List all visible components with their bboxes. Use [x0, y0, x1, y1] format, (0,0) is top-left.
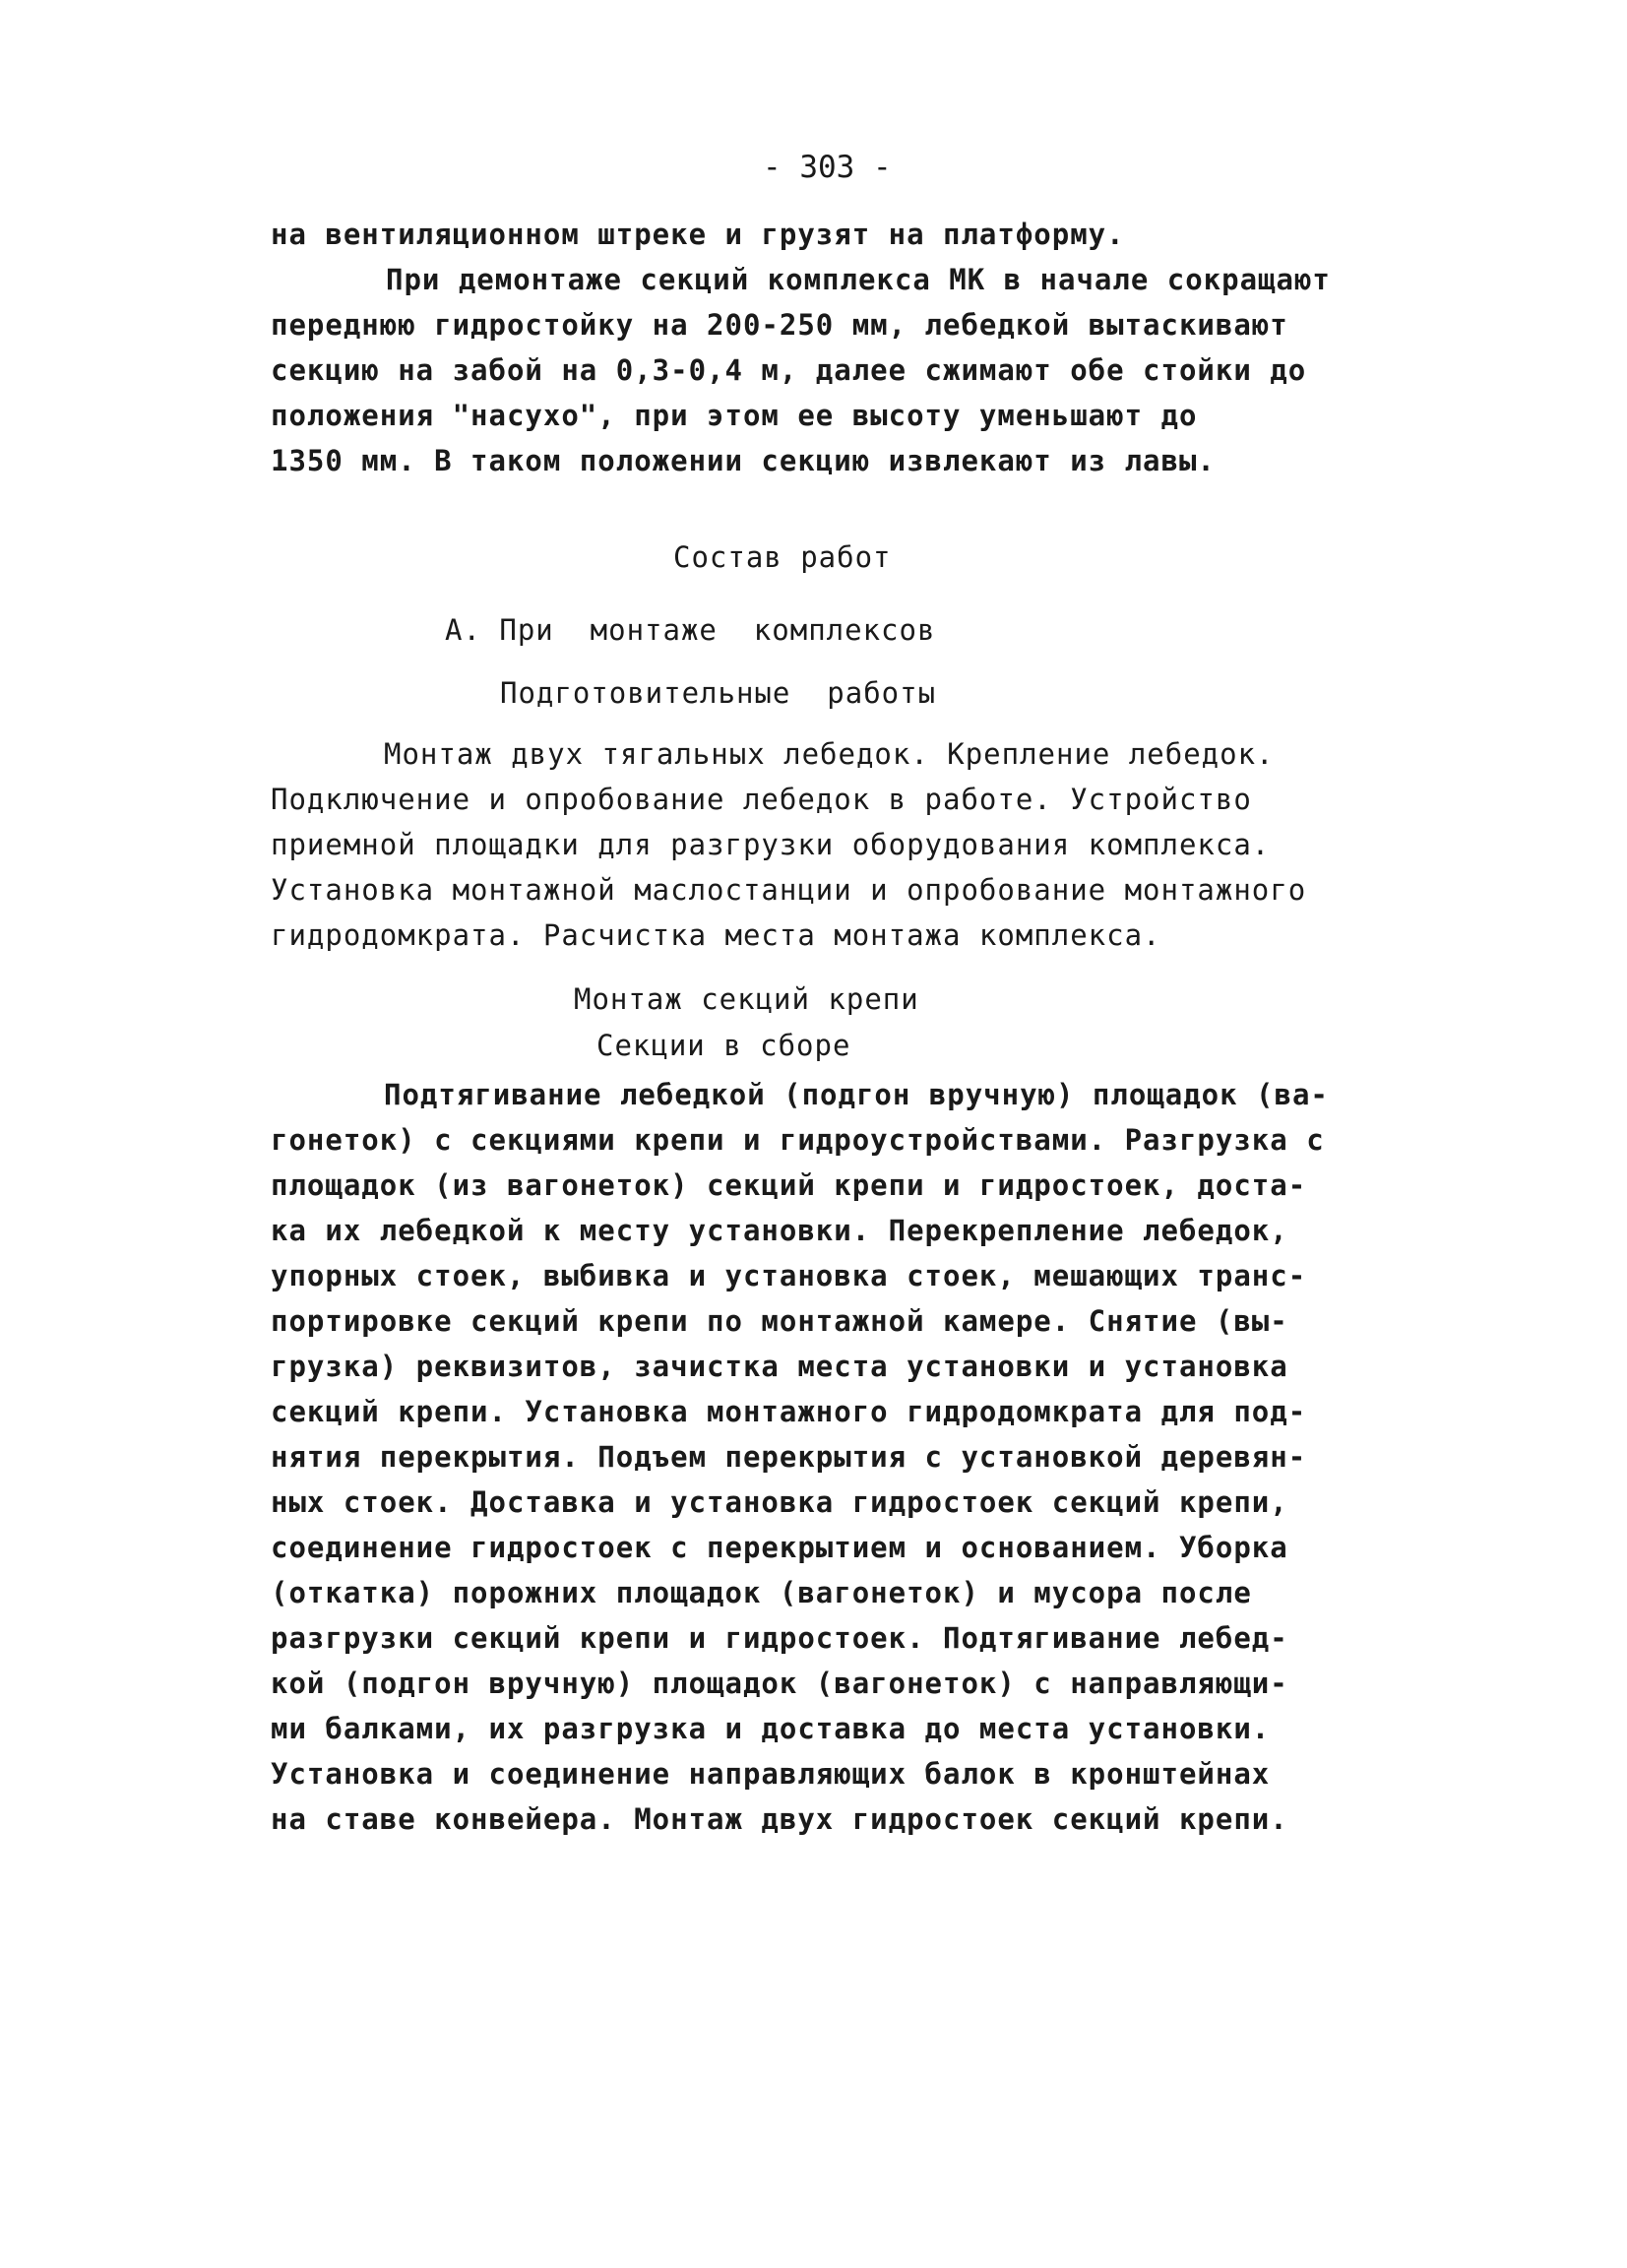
text-line: упорных стоек, выбивка и установка стоек, мешающих транс-	[271, 1259, 1307, 1292]
text-line: ных стоек. Доставка и установка гидростоек секций крепи,	[271, 1485, 1288, 1519]
text-line: площадок (из вагонеток) секций крепи и гидростоек, доста-	[271, 1168, 1307, 1202]
text-line: Монтаж двух тягальных лебедок. Крепление лебедок.	[384, 737, 1275, 771]
page-number: - 303 -	[763, 150, 892, 185]
text-line: Установка и соединение направляющих балок в кронштейнах	[271, 1757, 1271, 1791]
text-line: грузка) реквизитов, зачистка места установки и установка	[271, 1350, 1288, 1383]
text-line: разгрузки секций крепи и гидростоек. Подтягивание лебед-	[271, 1621, 1288, 1655]
text-line: соединение гидростоек с перекрытием и основанием. Уборка	[271, 1531, 1288, 1564]
subsection-heading: А. При монтаже комплексов	[445, 613, 936, 647]
subsection-heading: Монтаж секций крепи	[574, 982, 919, 1016]
text-line: Установка монтажной маслостанции и опробование монтажного	[271, 873, 1307, 907]
subsection-heading: Подготовительные работы	[500, 676, 937, 710]
text-line: 1350 мм. В таком положении секцию извлекают из лавы.	[271, 444, 1216, 477]
text-line: приемной площадки для разгрузки оборудования комплекса.	[271, 828, 1271, 861]
subsection-heading: Секции в сборе	[596, 1029, 851, 1062]
text-line: кой (подгон вручную) площадок (вагонеток) с направляющи-	[271, 1667, 1288, 1700]
text-line: При демонтаже секций комплекса МК в начале сокращают	[386, 263, 1331, 296]
text-line: (откатка) порожних площадок (вагонеток) и мусора после	[271, 1576, 1252, 1609]
text-line: портировке секций крепи по монтажной камере. Снятие (вы-	[271, 1304, 1288, 1338]
text-line: гидродомкрата. Расчистка места монтажа комплекса.	[271, 918, 1161, 952]
text-line: ми балками, их разгрузка и доставка до места установки.	[271, 1712, 1271, 1745]
text-line: Подтягивание лебедкой (подгон вручную) площадок (ва-	[384, 1078, 1329, 1111]
text-line: нятия перекрытия. Подъем перекрытия с установкой деревян-	[271, 1440, 1307, 1474]
text-line: переднюю гидростойку на 200-250 мм, лебедкой вытаскивают	[271, 308, 1288, 342]
text-line: на вентиляционном штреке и грузят на платформу.	[271, 218, 1125, 251]
text-line: секцию на забой на 0,3-0,4 м, далее сжимают обе стойки до	[271, 353, 1307, 387]
text-line: Подключение и опробование лебедок в работе. Устройство	[271, 783, 1252, 816]
text-line: гонеток) с секциями крепи и гидроустройствами. Разгрузка с	[271, 1123, 1325, 1157]
text-line: ка их лебедкой к месту установки. Перекрепление лебедок,	[271, 1214, 1288, 1247]
text-line: секций крепи. Установка монтажного гидродомкрата для под-	[271, 1395, 1307, 1428]
text-line: положения "насухо", при этом ее высоту уменьшают до	[271, 399, 1198, 432]
section-heading: Состав работ	[673, 540, 892, 574]
text-line: на ставе конвейера. Монтаж двух гидростоек секций крепи.	[271, 1802, 1288, 1836]
